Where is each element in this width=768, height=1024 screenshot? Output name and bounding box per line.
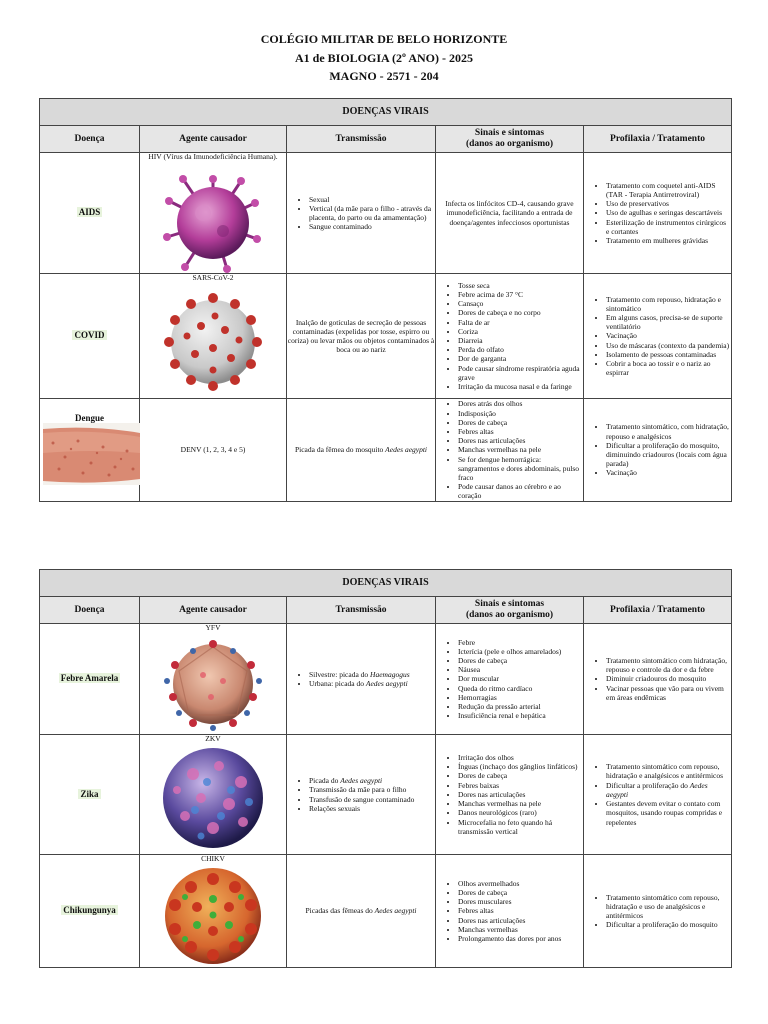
list-item: • Sangue contaminado (309, 222, 435, 231)
list-item: • Tosse seca (458, 281, 583, 290)
transmission-cell (287, 274, 436, 399)
disease-name (40, 399, 140, 502)
list-item: • Ínguas (inchaço dos gânglios linfáticos) (458, 762, 583, 771)
list-item: • Tratamento com repouso, hidratação e sintomático (606, 295, 731, 313)
list-item: • Febre (458, 638, 583, 647)
species-name: Haemagogus (370, 669, 410, 679)
table-row (40, 153, 732, 274)
prophylaxis-cell (584, 624, 732, 735)
disease-label: Zika (80, 788, 99, 799)
table-title: DOENÇAS VIRAIS (40, 99, 732, 126)
list-item: • Tratamento sintomático, com hidratação, repouso e analgésicos (606, 422, 731, 440)
list-item: • Dores de cabeça (458, 888, 583, 897)
table-title: DOENÇAS VIRAIS (40, 570, 732, 597)
transmission-cell (287, 153, 436, 274)
list-item (309, 670, 435, 679)
list-item: • Tratamento com coquetel anti-AIDS (TAR - Terapia Antirretroviral) (606, 181, 731, 199)
list-item: • Irritação da mucosa nasal e da faringe (458, 382, 583, 391)
list-item: • Vacinação (606, 468, 731, 477)
list-item: • Dores de cabeça (458, 418, 583, 427)
list-item: • Vertical (da mãe para o filho - através da placenta, do parto ou da amamentação) (309, 204, 435, 222)
list-item: • Dores de cabeça (458, 656, 583, 665)
agent-label: SARS-CoV-2 (192, 273, 234, 282)
list-item: • Dores nas articulações (458, 436, 583, 445)
hiv-virus-image (157, 173, 269, 273)
agent-label: DENV (1, 2, 3, 4 e 5) (180, 445, 246, 455)
list-item: • Transmissão da mãe para o filho (309, 785, 435, 794)
col-header-agent: Agente causador (140, 126, 287, 153)
list-item: • Dificultar a proliferação do mosquito, diminuindo criadouros (locais com água parada) (606, 441, 731, 469)
species-name: Aedes aegypti (365, 679, 408, 688)
list-item: • Tratamento sintomático com hidratação, repouso e controle da dor e da febre (606, 656, 731, 674)
dengue-rash-image (43, 423, 140, 485)
list-item: • Gestantes devem evitar o contato com mosquitos, usando roupas compridas e repelentes (606, 799, 731, 827)
agent-cell (140, 399, 287, 502)
list-item: • Febre acima de 37 °C (458, 290, 583, 299)
agent-label: YFV (205, 623, 221, 632)
list-item: • Hemorragias (458, 693, 583, 702)
symptoms-cell (436, 399, 584, 502)
list-item: • Manchas vermelhas na pele (458, 799, 583, 808)
col-header-symptoms-line1: Sinais e sintomas (474, 599, 545, 609)
agent-cell (140, 855, 287, 968)
yellow-fever-virus-image (157, 635, 269, 733)
table-row (40, 399, 732, 502)
col-header-disease: Doença (40, 597, 140, 624)
col-header-symptoms-line1: Sinais e sintomas (474, 128, 545, 138)
table-row (40, 624, 732, 735)
list-item: • Icterícia (pele e olhos amarelados) (458, 647, 583, 656)
disease-label: AIDS (78, 207, 101, 218)
disease-label: Febre Amarela (60, 673, 119, 684)
list-item (309, 776, 435, 785)
table-row (40, 855, 732, 968)
list-item: • Dores musculares (458, 897, 583, 906)
list-item: • Isolamento de pessoas contaminadas (606, 350, 731, 359)
list-item: • Tratamento em mulheres grávidas (606, 236, 731, 245)
list-item: • Relações sexuais (309, 804, 435, 813)
prophylaxis-cell (584, 153, 732, 274)
viral-diseases-table-2 (39, 569, 732, 968)
col-header-transmission: Transmissão (287, 597, 436, 624)
symptoms-cell (436, 855, 584, 968)
transmission-text: Urbana: picada do (309, 679, 364, 688)
transmission-cell (287, 624, 436, 735)
list-item: • Irritação dos olhos (458, 753, 583, 762)
list-item: • Dores de cabeça (458, 771, 583, 780)
list-item: • Uso de máscaras (contexto da pandemia) (606, 341, 731, 350)
class-info: MAGNO - 2571 - 204 (329, 69, 439, 83)
species-name: Aedes aegypti (385, 445, 428, 455)
col-header-symptoms-line2: (danos ao organismo) (465, 610, 554, 620)
agent-label: ZKV (205, 734, 221, 743)
species-name: Aedes aegypti (606, 780, 708, 799)
school-name: COLÉGIO MILITAR DE BELO HORIZONTE (260, 32, 508, 46)
viral-diseases-table-1 (39, 98, 732, 502)
coronavirus-image (157, 290, 269, 394)
list-item: • Microcefalia no feto quando há transmissão vertical (458, 818, 583, 836)
agent-cell (140, 735, 287, 855)
list-item: • Dor muscular (458, 674, 583, 683)
list-item: • Danos neurológicos (raro) (458, 808, 583, 817)
list-item: • Olhos avermelhados (458, 879, 583, 888)
list-item: • Uso de preservativos (606, 199, 731, 208)
col-header-transmission: Transmissão (287, 126, 436, 153)
prophylaxis-cell (584, 274, 732, 399)
agent-label: CHIKV (201, 854, 225, 863)
agent-cell (140, 624, 287, 735)
list-item: • Em alguns casos, precisa-se de suporte ventilatório (606, 313, 731, 331)
list-item: • Uso de agulhas e seringas descartáveis (606, 208, 731, 217)
agent-cell (140, 274, 287, 399)
list-item: • Dores atrás dos olhos (458, 399, 583, 408)
list-item: • Falta de ar (458, 318, 583, 327)
list-item: • Pode causar síndrome respiratória aguda grave (458, 364, 583, 382)
exam-title: A1 de BIOLOGIA (2º ANO) - 2025 (295, 50, 473, 65)
list-item: • Febres baixas (458, 781, 583, 790)
symptoms-cell (436, 153, 584, 274)
disease-label: Dengue (75, 413, 104, 423)
list-item: • Vacinação (606, 331, 731, 340)
list-item: • Náusea (458, 665, 583, 674)
agent-label: HIV (Vírus da Imunodeficiência Humana). (148, 152, 278, 161)
list-item (309, 679, 435, 688)
symptoms-cell (436, 624, 584, 735)
list-item: • Insuficiência renal e hepática (458, 711, 583, 720)
col-header-symptoms (436, 597, 584, 624)
col-header-prophylaxis: Profilaxia / Tratamento (584, 597, 732, 624)
list-item: • Vacinar pessoas que vão para ou vivem em áreas endêmicas (606, 684, 731, 702)
symptoms-cell (436, 274, 584, 399)
col-header-disease: Doença (40, 126, 140, 153)
symptoms-cell (436, 735, 584, 855)
zika-virus-image (157, 744, 269, 852)
table-row (40, 735, 732, 855)
list-item: • Redução da pressão arterial (458, 702, 583, 711)
list-item: • Pode causar danos ao cérebro e ao coração (458, 482, 583, 500)
chikungunya-virus-image (157, 865, 269, 967)
list-item: • Prolongamento das dores por anos (458, 934, 583, 943)
list-item: • Febres altas (458, 906, 583, 915)
disease-label: COVID (74, 330, 105, 341)
list-item (606, 781, 731, 799)
transmission-text: Picada do (309, 776, 339, 786)
list-item: • Esterilização de instrumentos cirúrgicos e cortantes (606, 218, 731, 236)
species-name: Aedes aegypti (340, 776, 383, 786)
col-header-agent: Agente causador (140, 597, 287, 624)
list-item: • Indisposição (458, 409, 583, 418)
list-item: • Coriza (458, 327, 583, 336)
list-item: • Diminuir criadouros do mosquito (606, 674, 731, 683)
prophylaxis-cell (584, 735, 732, 855)
disease-label: Chikungunya (63, 905, 116, 916)
list-item: • Transfusão de sangue contaminado (309, 795, 435, 804)
col-header-symptoms (436, 126, 584, 153)
disease-name (40, 855, 140, 968)
disease-name (40, 735, 140, 855)
list-item: • Queda do ritmo cardíaco (458, 684, 583, 693)
transmission-cell (287, 735, 436, 855)
prophylaxis-cell (584, 399, 732, 502)
list-item: • Cansaço (458, 299, 583, 308)
list-item: • Manchas vermelhas (458, 925, 583, 934)
transmission-cell (287, 855, 436, 968)
list-item: • Dificultar a proliferação do mosquito (606, 920, 731, 929)
transmission-cell (287, 399, 436, 502)
transmission-text: Picadas das fêmeas do (305, 906, 373, 916)
col-header-prophylaxis: Profilaxia / Tratamento (584, 126, 732, 153)
list-item: • Se for dengue hemorrágica: sangramentos e dores abdominais, pulso fraco (458, 455, 583, 483)
list-item: • Dores nas articulações (458, 790, 583, 799)
list-item: • Sexual (309, 195, 435, 204)
list-item: • Diarreia (458, 336, 583, 345)
disease-name (40, 624, 140, 735)
list-item: • Dor de garganta (458, 354, 583, 363)
transmission-text: Silvestre: picada do (309, 669, 369, 679)
table-row (40, 274, 732, 399)
list-item: • Tratamento sintomático com repouso, hidratação e uso de analgésicos e antitérmicos (606, 893, 731, 921)
transmission-text: Picada da fêmea do mosquito (294, 445, 384, 455)
list-item: • Perda do olfato (458, 345, 583, 354)
disease-name (40, 153, 140, 274)
list-item: • Cobrir a boca ao tossir e o nariz ao espirrar (606, 359, 731, 377)
symptoms-text: Infecta os linfócitos CD-4, causando grave imunodeficiência, facilitando a entrada de doença/agentes infecciosos oportunistas (445, 199, 574, 227)
col-header-symptoms-line2: (danos ao organismo) (465, 139, 554, 149)
transmission-text: Inalção de gotículas de secreção de pessoas contaminadas (expelidas por tosse, espirro ou coriza) ou levar mãos ou objetos contaminados à boca ou ao nariz (287, 317, 435, 355)
list-item: • Dores nas articulações (458, 916, 583, 925)
list-item: • Febres altas (458, 427, 583, 436)
page-header (0, 30, 768, 86)
list-item: • Dores de cabeça e no corpo (458, 308, 583, 317)
disease-name (40, 274, 140, 399)
list-item: • Tratamento sintomático com repouso, hidratação e analgésicos e antitérmicos (606, 762, 731, 780)
prophylaxis-cell (584, 855, 732, 968)
agent-cell (140, 153, 287, 274)
list-item: • Manchas vermelhas na pele (458, 445, 583, 454)
prophylaxis-text: Dificultar a proliferação do (606, 780, 688, 790)
species-name: Aedes aegypti (374, 906, 417, 916)
